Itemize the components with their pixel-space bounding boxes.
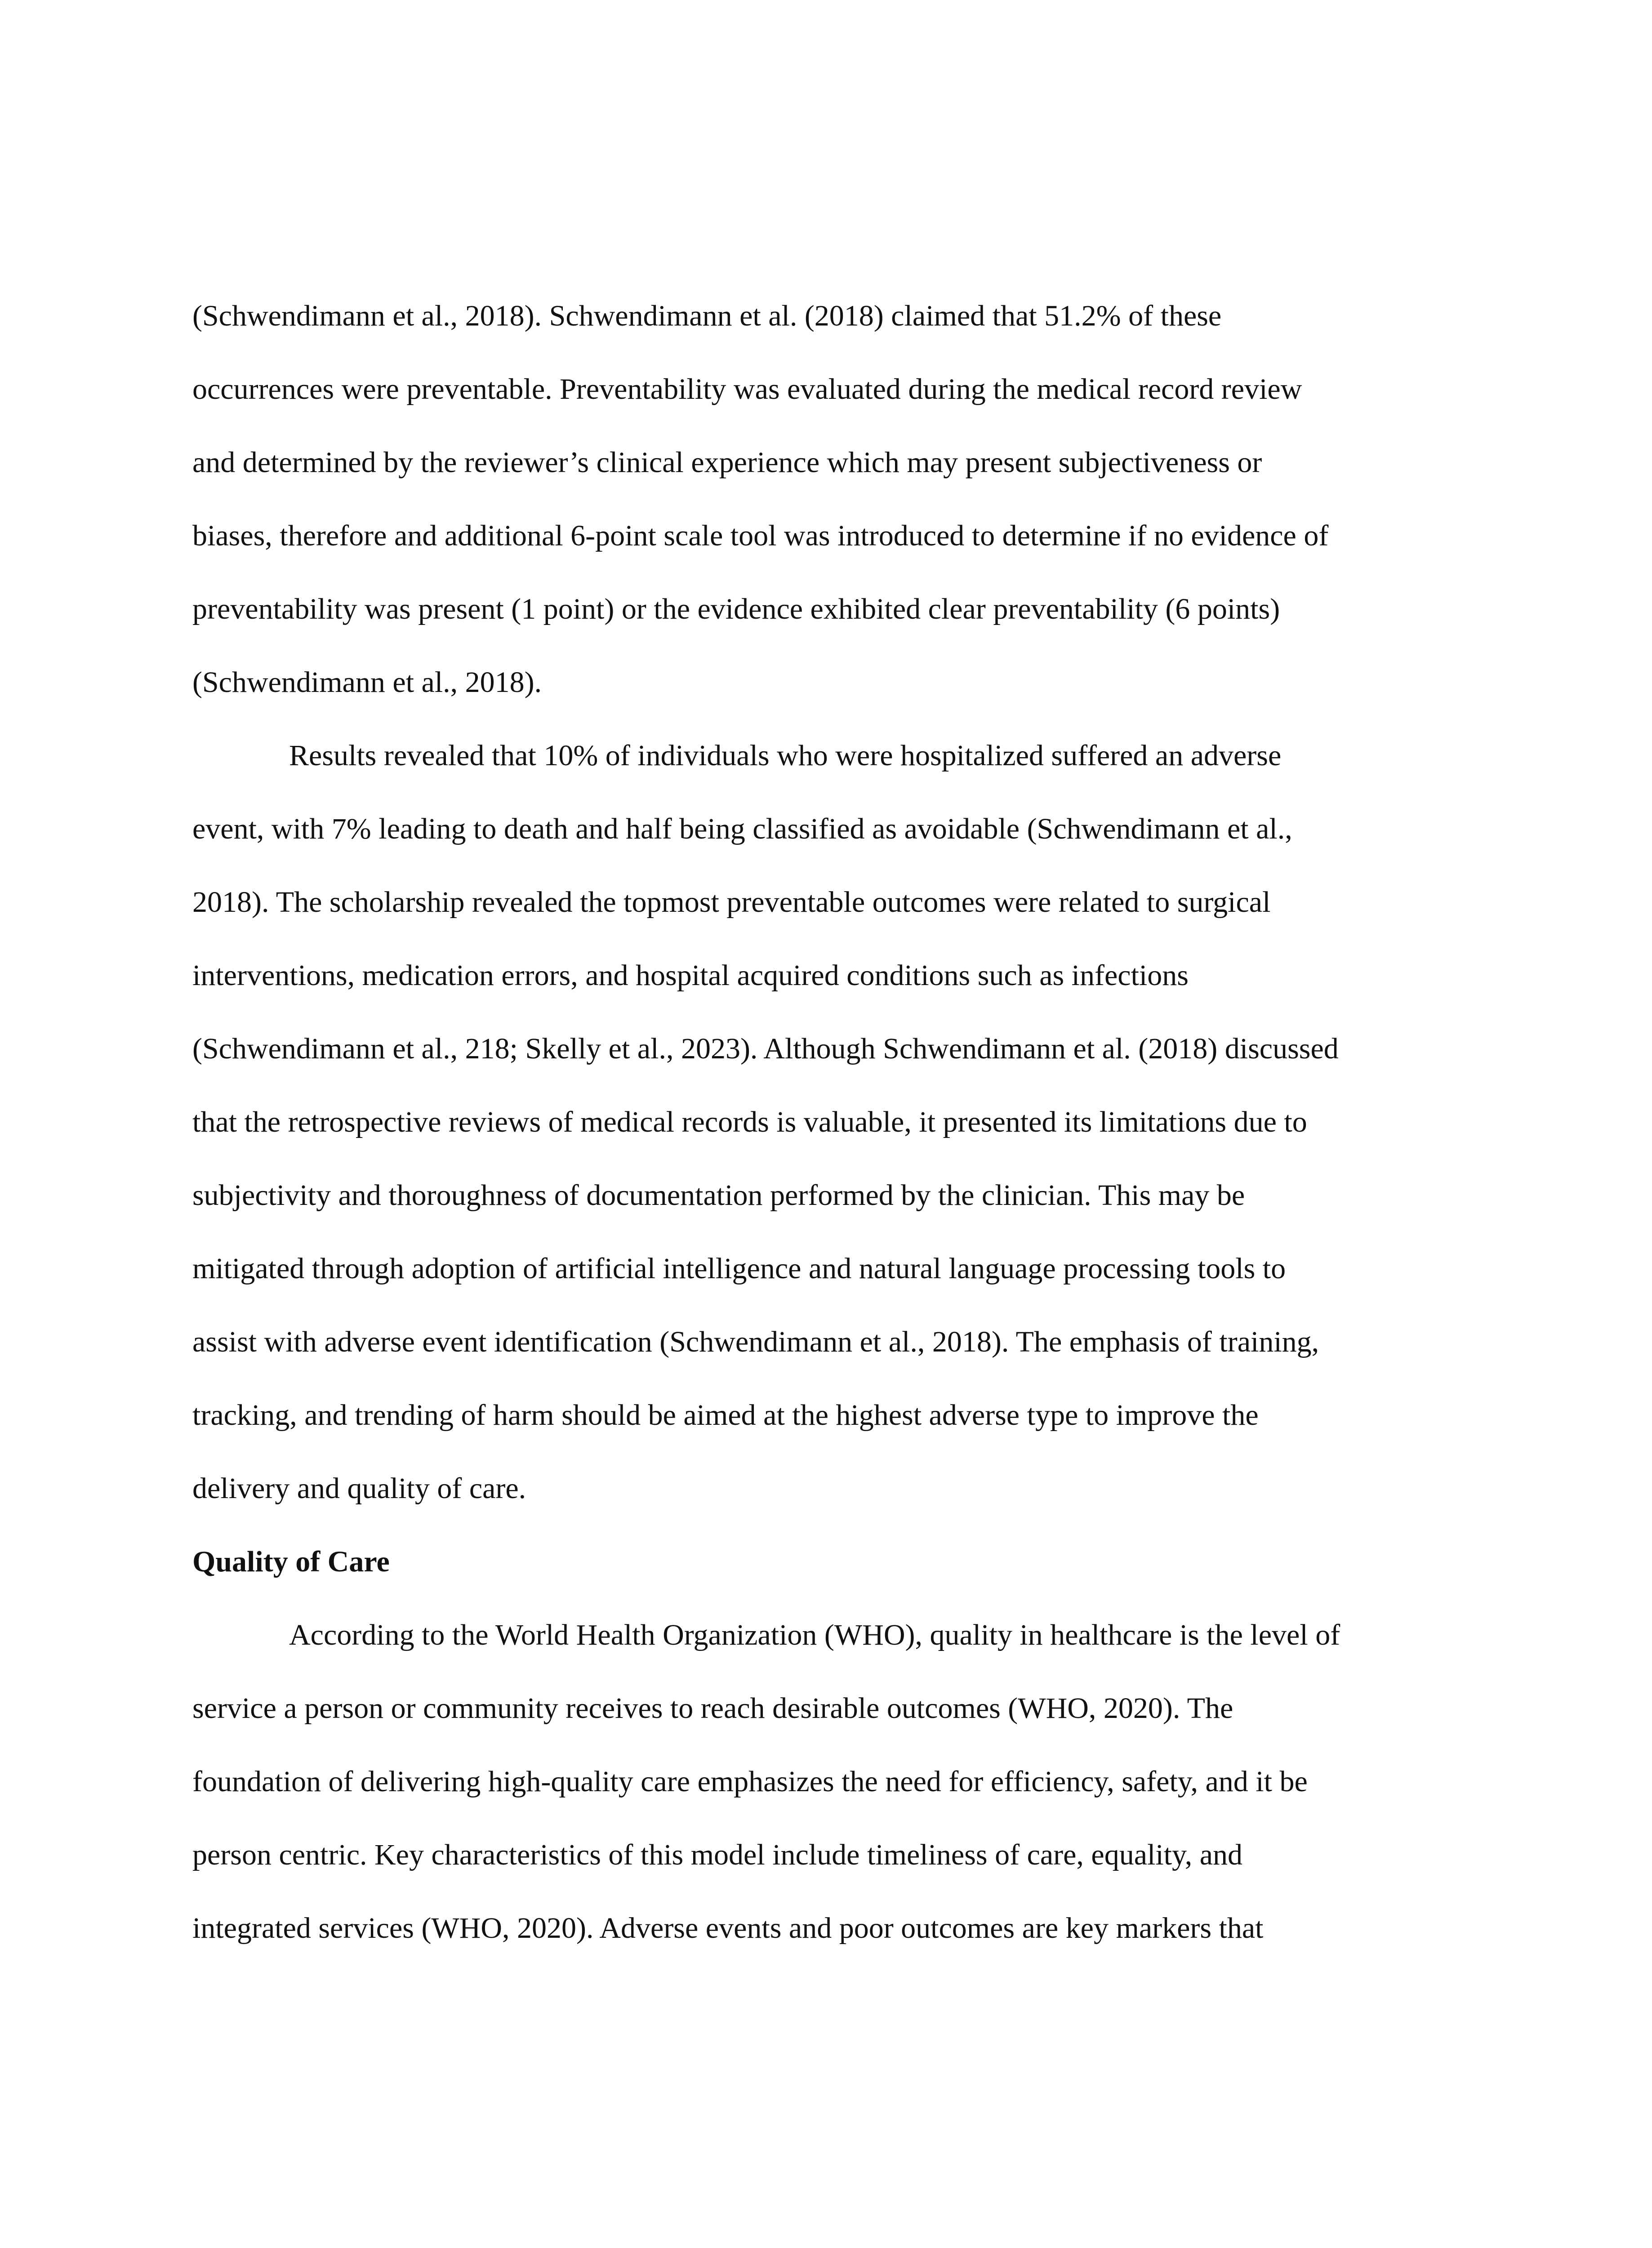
paragraph-3-line-4: person centric. Key characteristics of this model include timeliness of care, equality, and xyxy=(192,1838,1243,1871)
section-heading: Quality of Care xyxy=(192,1545,390,1578)
paragraph-3-line-5: integrated services (WHO, 2020). Adverse events and poor outcomes are key markers that xyxy=(192,1912,1264,1945)
paragraph-2-line-8: mitigated through adoption of artificial intelligence and natural language processing tools to xyxy=(192,1252,1286,1285)
paragraph-1-line-4: biases, therefore and additional 6-point scale tool was introduced to determine if no evidence of xyxy=(192,519,1329,552)
paragraph-2-line-7: subjectivity and thoroughness of documentation performed by the clinician. This may be xyxy=(192,1179,1245,1212)
paragraph-2-line-4: interventions, medication errors, and hospital acquired conditions such as infections xyxy=(192,959,1189,992)
paragraph-2-line-9: assist with adverse event identification (Schwendimann et al., 2018). The emphasis of training, xyxy=(192,1325,1319,1358)
paragraph-1-line-1: (Schwendimann et al., 2018). Schwendimann et al. (2018) claimed that 51.2% of these xyxy=(192,299,1222,332)
paragraph-2-line-2: event, with 7% leading to death and half being classified as avoidable (Schwendimann et al., xyxy=(192,812,1292,845)
paragraph-1-line-3: and determined by the reviewer’s clinical experience which may present subjectiveness or xyxy=(192,446,1262,479)
paragraph-3-line-1: According to the World Health Organization (WHO), quality in healthcare is the level of xyxy=(289,1619,1340,1651)
paragraph-3-line-3: foundation of delivering high-quality care emphasizes the need for efficiency, safety, and it be xyxy=(192,1765,1308,1798)
paragraph-2-line-10: tracking, and trending of harm should be aimed at the highest adverse type to improve the xyxy=(192,1399,1259,1432)
paragraph-3-line-2: service a person or community receives to reach desirable outcomes (WHO, 2020). The xyxy=(192,1692,1233,1725)
paragraph-2-line-1: Results revealed that 10% of individuals who were hospitalized suffered an adverse xyxy=(289,739,1282,772)
paragraph-1-line-6: (Schwendimann et al., 2018). xyxy=(192,666,542,699)
paragraph-2-line-5: (Schwendimann et al., 218; Skelly et al., 2023). Although Schwendimann et al. (2018) discussed xyxy=(192,1032,1339,1065)
paragraph-2-line-6: that the retrospective reviews of medical records is valuable, it presented its limitations due to xyxy=(192,1106,1307,1138)
paragraph-1-line-2: occurrences were preventable. Preventability was evaluated during the medical record review xyxy=(192,373,1302,406)
paragraph-2-line-3: 2018). The scholarship revealed the topmost preventable outcomes were related to surgical xyxy=(192,886,1271,919)
paragraph-1-line-5: preventability was present (1 point) or the evidence exhibited clear preventability (6 points) xyxy=(192,593,1280,625)
paragraph-2-line-11: delivery and quality of care. xyxy=(192,1472,526,1505)
